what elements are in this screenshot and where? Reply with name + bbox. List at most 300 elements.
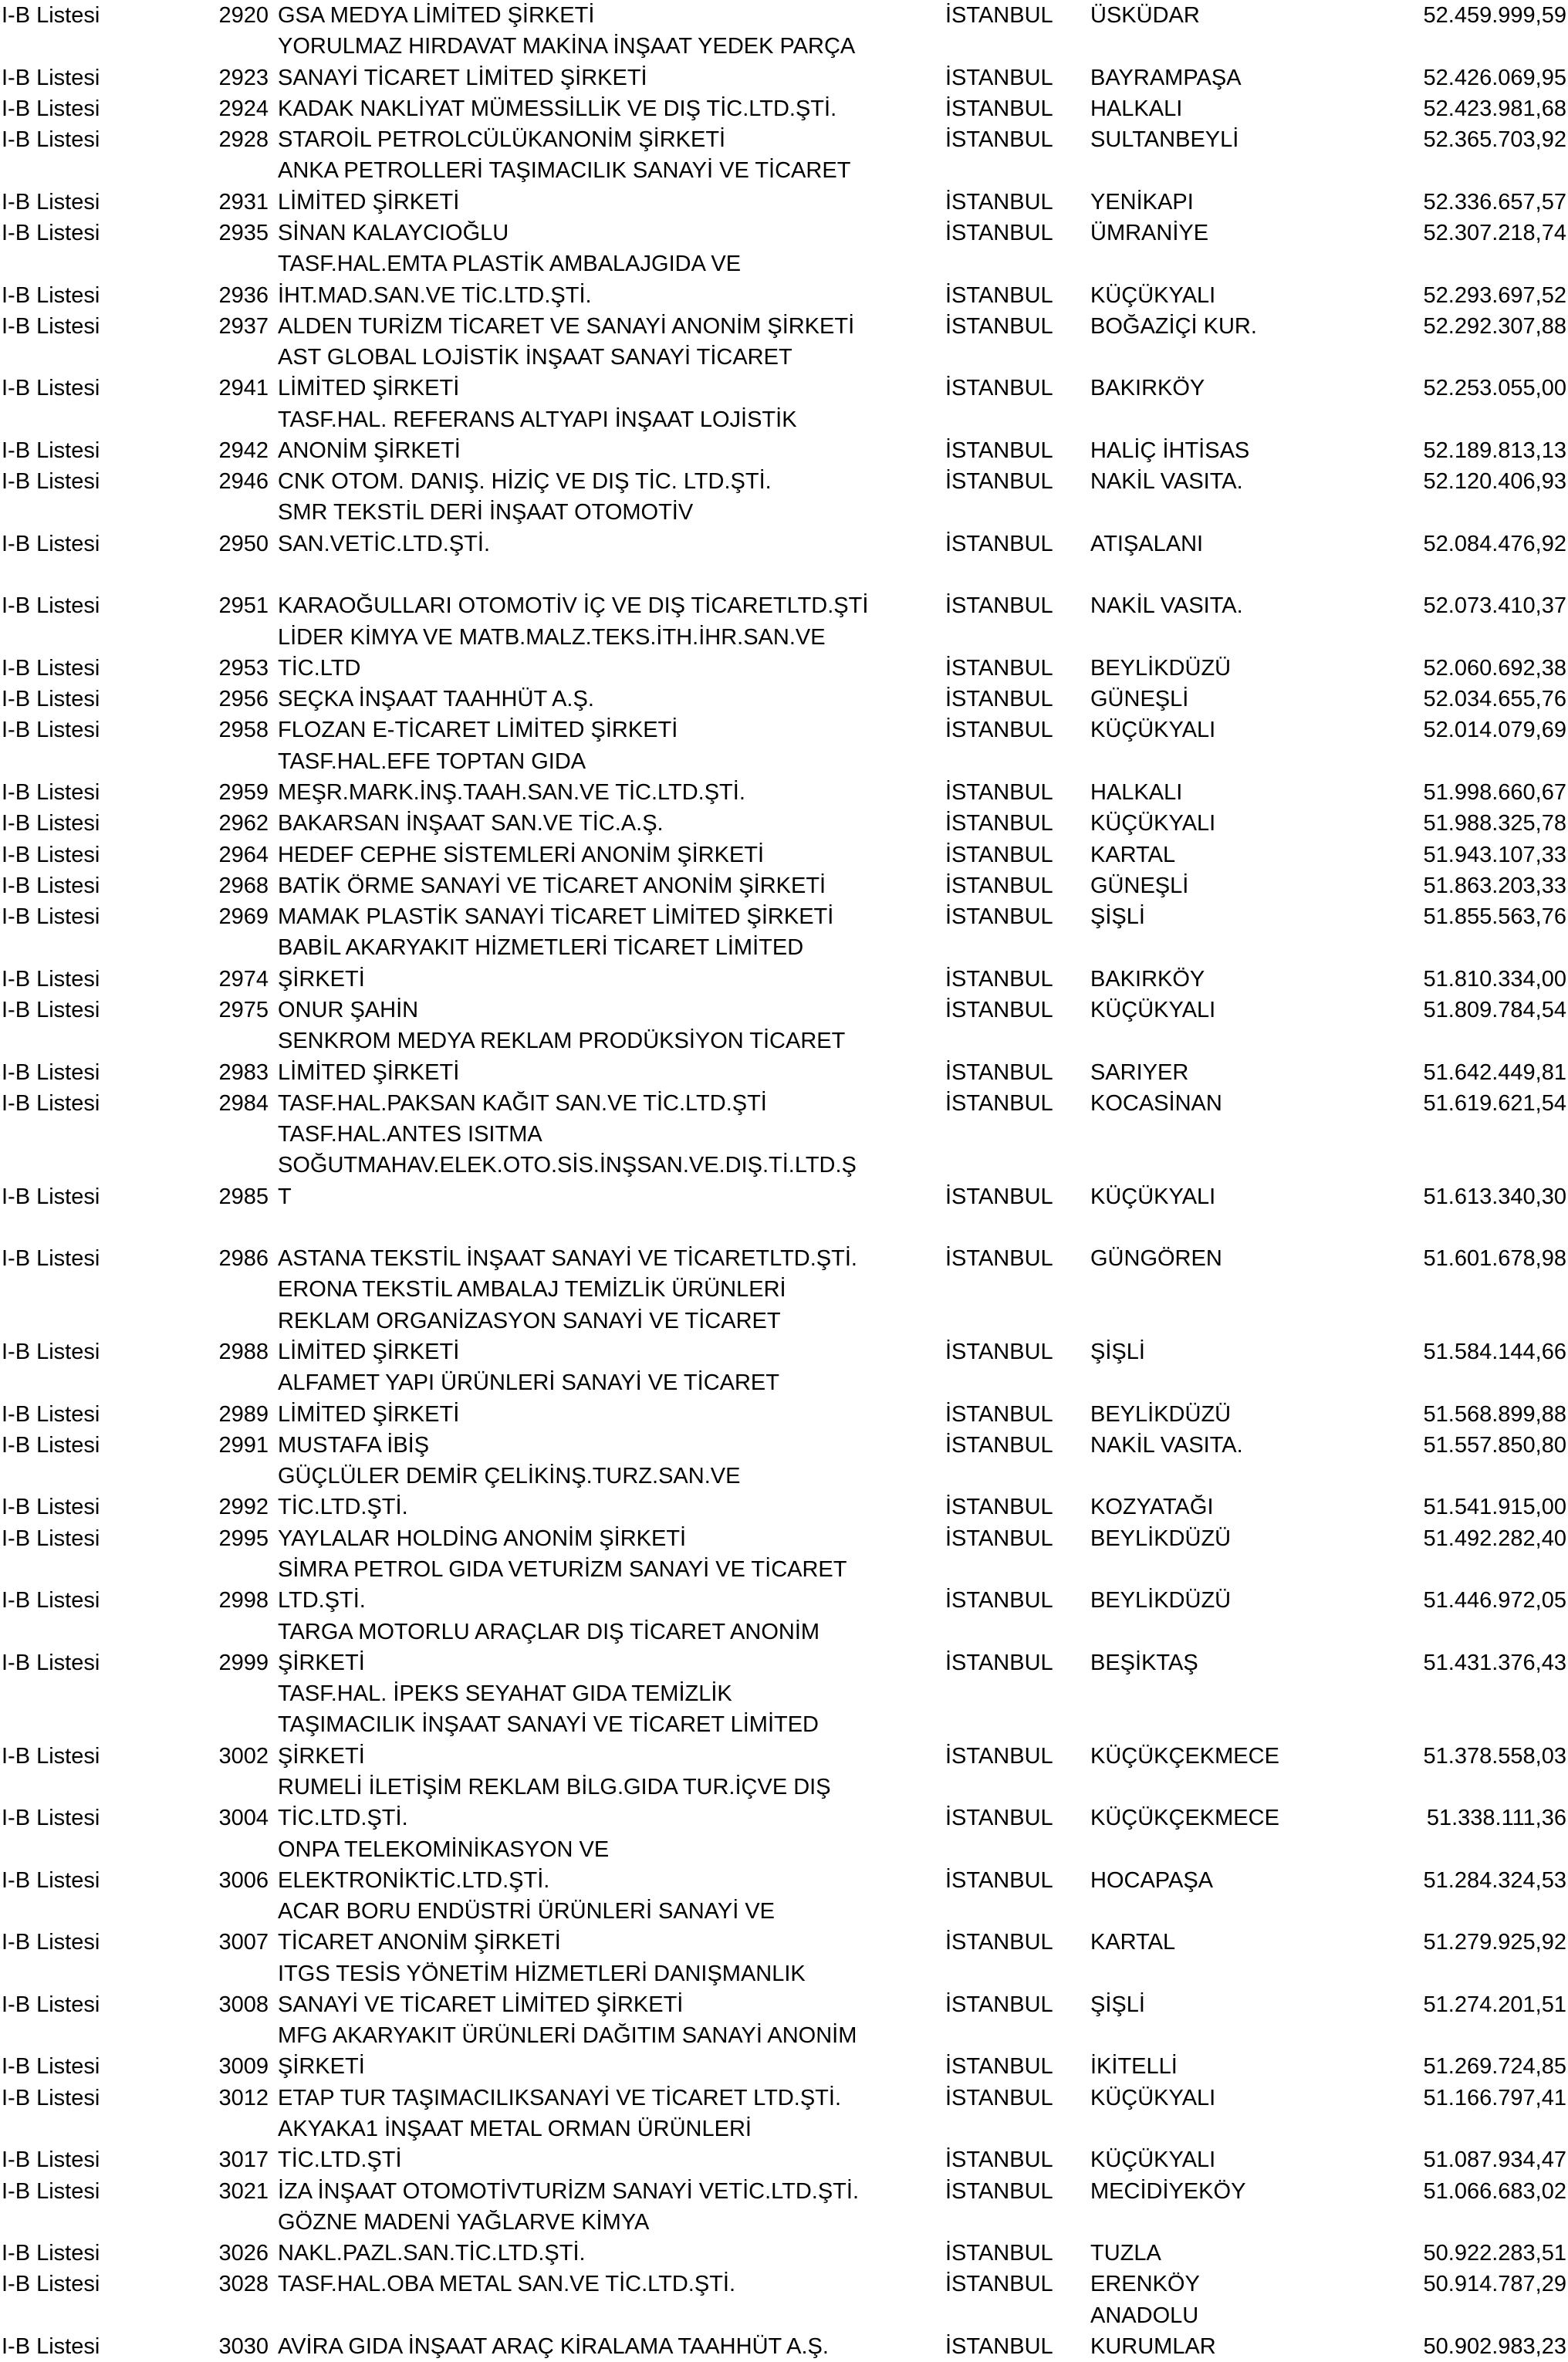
company-name-cell: REKLAM ORGANİZASYON SANAYİ VE TİCARET — [278, 1308, 781, 1333]
company-name-cell: YAYLALAR HOLDİNG ANONİM ŞİRKETİ — [278, 1526, 687, 1551]
list-name-cell: I-B Listesi — [2, 1246, 100, 1272]
record-number-cell: 2968 — [218, 873, 269, 898]
city-cell: İSTANBUL — [945, 531, 1053, 556]
city-cell: İSTANBUL — [945, 1246, 1053, 1272]
district-cell: KÜÇÜKYALI — [1090, 282, 1216, 308]
table-row-continuation — [0, 1274, 1568, 1305]
list-name-cell: I-B Listesi — [2, 2147, 100, 2173]
company-name-cell: ALFAMET YAPI ÜRÜNLERİ SANAYİ VE TİCARET — [278, 1370, 779, 1396]
table-row-continuation — [0, 1367, 1568, 1398]
table-row — [0, 870, 1568, 901]
district-cell: BAKIRKÖY — [1090, 376, 1205, 401]
company-name-cell: MEŞR.MARK.İNŞ.TAAH.SAN.VE TİC.LTD.ŞTİ. — [278, 780, 745, 805]
city-cell: İSTANBUL — [945, 313, 1053, 339]
company-name-cell: SOĞUTMAHAV.ELEK.OTO.SİS.İNŞSAN.VE.DIŞ.Tİ.LTD.Ş — [278, 1153, 857, 1178]
company-name-cell: TASF.HAL. İPEKS SEYAHAT GIDA TEMİZLİK — [278, 1681, 732, 1707]
city-cell: İSTANBUL — [945, 2178, 1053, 2204]
table-row — [0, 590, 1568, 621]
table-row — [0, 1088, 1568, 1119]
table-row — [0, 2331, 1568, 2362]
list-name-cell: I-B Listesi — [2, 282, 100, 308]
district-cell: KOCASİNAN — [1090, 1090, 1222, 1116]
company-name-cell: SANAYİ VE TİCARET LİMİTED ŞİRKETİ — [278, 1992, 684, 2017]
table-row-continuation — [0, 2020, 1568, 2051]
record-number-cell: 2935 — [218, 220, 269, 245]
table-row-continuation — [0, 1150, 1568, 1181]
amount-cell: 51.568.899,88 — [1423, 1401, 1566, 1427]
list-name-cell: I-B Listesi — [2, 997, 100, 1022]
table-row — [0, 218, 1568, 248]
city-cell: İSTANBUL — [945, 687, 1053, 712]
district-cell: HALKALI — [1090, 96, 1183, 121]
record-number-cell: 2992 — [218, 1495, 269, 1520]
company-name-cell: TİC.LTD.ŞTİ. — [278, 1495, 408, 1520]
company-name-cell: TASF.HAL. REFERANS ALTYAPI İNŞAAT LOJİSTİK — [278, 407, 797, 432]
company-name-cell: SAN.VETİC.LTD.ŞTİ. — [278, 531, 491, 556]
table-row — [0, 1803, 1568, 1833]
district-cell: BEŞİKTAŞ — [1090, 1650, 1198, 1675]
company-name-cell: FLOZAN E-TİCARET LİMİTED ŞİRKETİ — [278, 718, 678, 743]
company-name-cell: KARAOĞULLARI OTOMOTİV İÇ VE DIŞ TİCARETLTD.ŞTİ — [278, 593, 869, 619]
company-name-cell: BAKARSAN İNŞAAT SAN.VE TİC.A.Ş. — [278, 811, 664, 836]
amount-cell: 52.253.055,00 — [1423, 376, 1566, 401]
company-name-cell: ONUR ŞAHİN — [278, 997, 419, 1022]
table-row — [0, 1181, 1568, 1212]
record-number-cell: 2985 — [218, 1184, 269, 1209]
list-name-cell: I-B Listesi — [2, 1495, 100, 1520]
list-name-cell: I-B Listesi — [2, 2054, 100, 2080]
city-cell: İSTANBUL — [945, 1992, 1053, 2017]
city-cell: İSTANBUL — [945, 1090, 1053, 1116]
table-row-continuation — [0, 2207, 1568, 2238]
city-cell: İSTANBUL — [945, 655, 1053, 681]
district-cell: MECİDİYEKÖY — [1090, 2178, 1246, 2204]
list-name-cell: I-B Listesi — [2, 1867, 100, 1893]
city-cell: İSTANBUL — [945, 2147, 1053, 2173]
city-cell: İSTANBUL — [945, 1867, 1053, 1893]
record-number-cell: 3012 — [218, 2085, 269, 2110]
city-cell: İSTANBUL — [945, 3, 1053, 28]
district-cell: HALKALI — [1090, 780, 1183, 805]
city-cell: İSTANBUL — [945, 2054, 1053, 2080]
table-row — [0, 964, 1568, 995]
district-cell: GÜNEŞLİ — [1090, 687, 1189, 712]
company-name-cell: AVİRA GIDA İNŞAAT ARAÇ KİRALAMA TAAHHÜT A.Ş. — [278, 2334, 829, 2359]
table-row — [0, 1430, 1568, 1461]
company-name-cell: SİMRA PETROL GIDA VETURİZM SANAYİ VE TİCARET — [278, 1557, 847, 1582]
city-cell: İSTANBUL — [945, 96, 1053, 121]
record-number-cell: 2962 — [218, 811, 269, 836]
amount-cell: 51.557.850,80 — [1423, 1432, 1566, 1458]
district-cell: ÜSKÜDAR — [1090, 3, 1200, 28]
company-name-cell: RUMELİ İLETİŞİM REKLAM BİLG.GIDA TUR.İÇVE DIŞ — [278, 1774, 831, 1799]
company-name-cell: MAMAK PLASTİK SANAYİ TİCARET LİMİTED ŞİRKETİ — [278, 904, 834, 930]
company-name-cell: LİMİTED ŞİRKETİ — [278, 189, 460, 215]
amount-cell: 52.365.703,92 — [1423, 127, 1566, 153]
city-cell: İSTANBUL — [945, 1806, 1053, 1831]
city-cell: İSTANBUL — [945, 718, 1053, 743]
company-name-cell: LİDER KİMYA VE MATB.MALZ.TEKS.İTH.İHR.SAN.VE — [278, 624, 826, 650]
table-row-continuation — [0, 404, 1568, 435]
district-cell: BEYLİKDÜZÜ — [1090, 1588, 1232, 1614]
district-cell: GÜNGÖREN — [1090, 1246, 1222, 1272]
company-name-cell: SENKROM MEDYA REKLAM PRODÜKSİYON TİCARET — [278, 1029, 846, 1054]
district-cell: KOZYATAĞI — [1090, 1495, 1214, 1520]
table-row-continuation — [0, 1617, 1568, 1647]
city-cell: İSTANBUL — [945, 282, 1053, 308]
table-row-continuation — [0, 1678, 1568, 1709]
city-cell: İSTANBUL — [945, 1526, 1053, 1551]
company-name-cell: TİC.LTD.ŞTİ — [278, 2147, 402, 2173]
city-cell: İSTANBUL — [945, 593, 1053, 619]
company-name-cell: ANONİM ŞİRKETİ — [278, 438, 461, 463]
list-name-cell: I-B Listesi — [2, 842, 100, 867]
company-name-cell: CNK OTOM. DANIŞ. HİZİÇ VE DIŞ TİC. LTD.ŞTİ. — [278, 469, 772, 495]
table-row — [0, 684, 1568, 715]
record-number-cell: 2959 — [218, 780, 269, 805]
company-name-cell: SANAYİ TİCARET LİMİTED ŞİRKETİ — [278, 65, 647, 90]
company-name-cell: ETAP TUR TAŞIMACILIKSANAYİ VE TİCARET LTD.ŞTİ. — [278, 2085, 842, 2110]
city-cell: İSTANBUL — [945, 2334, 1053, 2359]
amount-cell: 51.601.678,98 — [1423, 1246, 1566, 1272]
district-cell: KÜÇÜKYALI — [1090, 1184, 1216, 1209]
company-name-cell: NAKL.PAZL.SAN.TİC.LTD.ŞTİ. — [278, 2241, 586, 2266]
table-row — [0, 1585, 1568, 1616]
company-name-cell: TİC.LTD — [278, 655, 361, 681]
table-row — [0, 1741, 1568, 1772]
amount-cell: 51.446.972,05 — [1423, 1588, 1566, 1614]
city-cell: İSTANBUL — [945, 1340, 1053, 1365]
city-cell: İSTANBUL — [945, 842, 1053, 867]
amount-cell: 52.336.657,57 — [1423, 189, 1566, 215]
record-number-cell: 2988 — [218, 1340, 269, 1365]
company-name-cell: ELEKTRONİKTİC.LTD.ŞTİ. — [278, 1867, 550, 1893]
table-row — [0, 2269, 1568, 2299]
city-cell: İSTANBUL — [945, 1059, 1053, 1085]
amount-cell: 52.189.813,13 — [1423, 438, 1566, 463]
table-row — [0, 2238, 1568, 2269]
company-name-cell: ŞİRKETİ — [278, 2054, 365, 2080]
table-row-continuation — [0, 248, 1568, 279]
amount-cell: 51.809.784,54 — [1423, 997, 1566, 1022]
amount-cell: 51.431.376,43 — [1423, 1650, 1566, 1675]
company-name-cell: LTD.ŞTİ. — [278, 1588, 366, 1614]
table-row — [0, 63, 1568, 93]
table-row — [0, 1399, 1568, 1430]
city-cell: İSTANBUL — [945, 2272, 1053, 2297]
company-name-cell: BABİL AKARYAKIT HİZMETLERİ TİCARET LİMİTED — [278, 935, 804, 961]
amount-cell: 52.307.218,74 — [1423, 220, 1566, 245]
district-cell: ATIŞALANI — [1090, 531, 1204, 556]
table-row-continuation — [0, 1896, 1568, 1927]
list-name-cell: I-B Listesi — [2, 811, 100, 836]
record-number-cell: 2991 — [218, 1432, 269, 1458]
district-cell: BEYLİKDÜZÜ — [1090, 655, 1232, 681]
list-name-cell: I-B Listesi — [2, 1930, 100, 1955]
table-row-continuation — [0, 559, 1568, 590]
district-cell: KÜÇÜKYALI — [1090, 2147, 1216, 2173]
record-number-cell: 2920 — [218, 3, 269, 28]
record-number-cell: 2937 — [218, 313, 269, 339]
list-name-cell: I-B Listesi — [2, 96, 100, 121]
city-cell: İSTANBUL — [945, 873, 1053, 898]
table-row — [0, 0, 1568, 31]
company-name-cell: TASF.HAL.PAKSAN KAĞIT SAN.VE TİC.LTD.ŞTİ — [278, 1090, 767, 1116]
record-number-cell: 2928 — [218, 127, 269, 153]
district-cell: BAYRAMPAŞA — [1090, 65, 1242, 90]
company-name-cell: LİMİTED ŞİRKETİ — [278, 1401, 460, 1427]
city-cell: İSTANBUL — [945, 438, 1053, 463]
district-cell: KURUMLAR — [1090, 2334, 1216, 2359]
table-row — [0, 2083, 1568, 2114]
table-row — [0, 777, 1568, 808]
record-number-cell: 2974 — [218, 966, 269, 992]
table-row-continuation — [0, 497, 1568, 528]
company-name-cell: TASF.HAL.EMTA PLASTİK AMBALAJGIDA VE — [278, 252, 742, 277]
table-row — [0, 280, 1568, 311]
amount-cell: 51.988.325,78 — [1423, 811, 1566, 836]
table-row — [0, 1989, 1568, 2020]
district-cell: ANADOLU — [1090, 2303, 1199, 2328]
district-cell: BAKIRKÖY — [1090, 966, 1205, 992]
record-number-cell: 3028 — [218, 2272, 269, 2297]
record-number-cell: 2946 — [218, 469, 269, 495]
amount-cell: 51.284.324,53 — [1423, 1867, 1566, 1893]
district-cell: KARTAL — [1090, 842, 1176, 867]
list-name-cell: I-B Listesi — [2, 2085, 100, 2110]
company-name-cell: LİMİTED ŞİRKETİ — [278, 1059, 460, 1085]
amount-cell: 51.087.934,47 — [1423, 2147, 1566, 2173]
district-cell: HALİÇ İHTİSAS — [1090, 438, 1250, 463]
record-number-cell: 3026 — [218, 2241, 269, 2266]
city-cell: İSTANBUL — [945, 2241, 1053, 2266]
list-name-cell: I-B Listesi — [2, 1526, 100, 1551]
city-cell: İSTANBUL — [945, 1432, 1053, 1458]
amount-cell: 51.378.558,03 — [1423, 1743, 1566, 1769]
city-cell: İSTANBUL — [945, 780, 1053, 805]
company-name-cell: ŞİRKETİ — [278, 966, 365, 992]
table-row — [0, 187, 1568, 218]
city-cell: İSTANBUL — [945, 811, 1053, 836]
district-cell: KÜÇÜKYALI — [1090, 2085, 1216, 2110]
district-cell: KÜÇÜKYALI — [1090, 997, 1216, 1022]
amount-cell: 51.541.915,00 — [1423, 1495, 1566, 1520]
company-name-cell: GÖZNE MADENİ YAĞLARVE KİMYA — [278, 2209, 650, 2235]
city-cell: İSTANBUL — [945, 1650, 1053, 1675]
list-name-cell: I-B Listesi — [2, 1340, 100, 1365]
city-cell: İSTANBUL — [945, 1495, 1053, 1520]
amount-cell: 50.922.283,51 — [1423, 2241, 1566, 2266]
table-row — [0, 2051, 1568, 2082]
table-row — [0, 311, 1568, 342]
city-cell: İSTANBUL — [945, 1930, 1053, 1955]
record-number-cell: 2969 — [218, 904, 269, 930]
table-row-continuation — [0, 342, 1568, 373]
record-number-cell: 2986 — [218, 1246, 269, 1272]
table-row-continuation — [0, 746, 1568, 777]
table-row — [0, 1647, 1568, 1678]
table-row — [0, 2144, 1568, 2175]
company-name-cell: SİNAN KALAYCIOĞLU — [278, 220, 509, 245]
table-row-continuation — [0, 2114, 1568, 2144]
amount-cell: 50.902.983,23 — [1423, 2334, 1566, 2359]
table-row — [0, 808, 1568, 839]
list-name-cell: I-B Listesi — [2, 1059, 100, 1085]
company-name-cell: YORULMAZ HIRDAVAT MAKİNA İNŞAAT YEDEK PARÇA — [278, 34, 856, 59]
table-row — [0, 124, 1568, 155]
record-number-cell: 2942 — [218, 438, 269, 463]
table-row — [0, 1492, 1568, 1522]
district-cell: HOCAPAŞA — [1090, 1867, 1214, 1893]
table-row-continuation — [0, 2300, 1568, 2331]
table-row-continuation — [0, 622, 1568, 653]
table-row — [0, 529, 1568, 559]
list-name-cell: I-B Listesi — [2, 2241, 100, 2266]
amount-cell: 51.642.449,81 — [1423, 1059, 1566, 1085]
record-number-cell: 2923 — [218, 65, 269, 90]
list-name-cell: I-B Listesi — [2, 3, 100, 28]
company-name-cell: HEDEF CEPHE SİSTEMLERİ ANONİM ŞİRKETİ — [278, 842, 765, 867]
amount-cell: 52.014.079,69 — [1423, 718, 1566, 743]
record-number-cell: 2936 — [218, 282, 269, 308]
record-number-cell: 2931 — [218, 189, 269, 215]
city-cell: İSTANBUL — [945, 1401, 1053, 1427]
district-cell: BEYLİKDÜZÜ — [1090, 1526, 1232, 1551]
city-cell: İSTANBUL — [945, 1588, 1053, 1614]
company-name-cell: KADAK NAKLİYAT MÜMESSİLLİK VE DIŞ TİC.LTD.ŞTİ. — [278, 96, 837, 121]
list-name-cell: I-B Listesi — [2, 780, 100, 805]
district-cell: KÜÇÜKÇEKMECE — [1090, 1743, 1279, 1769]
list-name-cell: I-B Listesi — [2, 531, 100, 556]
district-cell: GÜNEŞLİ — [1090, 873, 1189, 898]
district-cell: BEYLİKDÜZÜ — [1090, 1401, 1232, 1427]
table-row-continuation — [0, 1958, 1568, 1989]
amount-cell: 51.943.107,33 — [1423, 842, 1566, 867]
district-cell: SARIYER — [1090, 1059, 1189, 1085]
city-cell: İSTANBUL — [945, 1743, 1053, 1769]
city-cell: İSTANBUL — [945, 376, 1053, 401]
company-name-cell: ALDEN TURİZM TİCARET VE SANAYİ ANONİM ŞİRKETİ — [278, 313, 855, 339]
company-name-cell: TASF.HAL.EFE TOPTAN GIDA — [278, 748, 586, 774]
company-name-cell: LİMİTED ŞİRKETİ — [278, 376, 460, 401]
city-cell: İSTANBUL — [945, 469, 1053, 495]
record-number-cell: 3004 — [218, 1806, 269, 1831]
table-row-continuation — [0, 1554, 1568, 1585]
list-name-cell: I-B Listesi — [2, 469, 100, 495]
list-name-cell: I-B Listesi — [2, 127, 100, 153]
amount-cell: 51.998.660,67 — [1423, 780, 1566, 805]
table-row-continuation — [0, 1461, 1568, 1492]
district-cell: ERENKÖY — [1090, 2272, 1200, 2297]
city-cell: İSTANBUL — [945, 1184, 1053, 1209]
company-name-cell: ANKA PETROLLERİ TAŞIMACILIK SANAYİ VE TİCARET — [278, 158, 851, 184]
company-name-cell: TASF.HAL.ANTES ISITMA — [278, 1122, 542, 1147]
amount-cell: 51.863.203,33 — [1423, 873, 1566, 898]
city-cell: İSTANBUL — [945, 904, 1053, 930]
list-name-cell: I-B Listesi — [2, 1432, 100, 1458]
amount-cell: 51.613.340,30 — [1423, 1184, 1566, 1209]
table-row-continuation — [0, 1772, 1568, 1803]
city-cell: İSTANBUL — [945, 65, 1053, 90]
list-name-cell: I-B Listesi — [2, 2334, 100, 2359]
district-cell: YENİKAPI — [1090, 189, 1194, 215]
district-cell: NAKİL VASITA. — [1090, 593, 1243, 619]
table-row-continuation — [0, 932, 1568, 963]
amount-cell: 51.066.683,02 — [1423, 2178, 1566, 2204]
company-name-cell: MUSTAFA İBİŞ — [278, 1432, 430, 1458]
table-row — [0, 1243, 1568, 1274]
record-number-cell: 2956 — [218, 687, 269, 712]
record-number-cell: 2964 — [218, 842, 269, 867]
company-name-cell: AST GLOBAL LOJİSTİK İNŞAAT SANAYİ TİCARET — [278, 345, 792, 370]
district-cell: KARTAL — [1090, 1930, 1176, 1955]
record-number-cell: 2975 — [218, 997, 269, 1022]
table-row-continuation — [0, 155, 1568, 186]
district-cell: TUZLA — [1090, 2241, 1161, 2266]
company-name-cell: İHT.MAD.SAN.VE TİC.LTD.ŞTİ. — [278, 282, 592, 308]
record-number-cell: 2995 — [218, 1526, 269, 1551]
district-cell: SULTANBEYLİ — [1090, 127, 1239, 153]
company-name-cell: STAROİL PETROLCÜLÜKANONİM ŞİRKETİ — [278, 127, 726, 153]
table-row — [0, 1057, 1568, 1088]
table-row-continuation — [0, 31, 1568, 62]
table-row — [0, 2176, 1568, 2207]
table-row — [0, 93, 1568, 124]
list-name-cell: I-B Listesi — [2, 189, 100, 215]
table-row-continuation — [0, 1709, 1568, 1740]
list-name-cell: I-B Listesi — [2, 1184, 100, 1209]
record-number-cell: 3030 — [218, 2334, 269, 2359]
record-number-cell: 2999 — [218, 1650, 269, 1675]
record-number-cell: 2950 — [218, 531, 269, 556]
company-name-cell: ASTANA TEKSTİL İNŞAAT SANAYİ VE TİCARETLTD.ŞTİ. — [278, 1246, 857, 1272]
record-number-cell: 3006 — [218, 1867, 269, 1893]
amount-cell: 51.166.797,41 — [1423, 2085, 1566, 2110]
table-row-continuation — [0, 1026, 1568, 1056]
company-name-cell: ŞİRKETİ — [278, 1650, 365, 1675]
list-name-cell: I-B Listesi — [2, 904, 100, 930]
district-cell: İKİTELLİ — [1090, 2054, 1178, 2080]
record-number-cell: 3009 — [218, 2054, 269, 2080]
district-cell: NAKİL VASITA. — [1090, 1432, 1243, 1458]
table-row — [0, 901, 1568, 932]
list-name-cell: I-B Listesi — [2, 718, 100, 743]
amount-cell: 51.269.724,85 — [1423, 2054, 1566, 2080]
company-name-cell: TASF.HAL.OBA METAL SAN.VE TİC.LTD.ŞTİ. — [278, 2272, 736, 2297]
list-name-cell: I-B Listesi — [2, 1992, 100, 2017]
list-name-cell: I-B Listesi — [2, 1588, 100, 1614]
company-name-cell: SEÇKA İNŞAAT TAAHHÜT A.Ş. — [278, 687, 594, 712]
record-number-cell: 2984 — [218, 1090, 269, 1116]
list-name-cell: I-B Listesi — [2, 687, 100, 712]
amount-cell: 51.584.144,66 — [1423, 1340, 1566, 1365]
table-row — [0, 653, 1568, 684]
record-number-cell: 2998 — [218, 1588, 269, 1614]
amount-cell: 50.914.787,29 — [1423, 2272, 1566, 2297]
company-name-cell: TİC.LTD.ŞTİ. — [278, 1806, 408, 1831]
table-row — [0, 715, 1568, 745]
amount-cell: 52.073.410,37 — [1423, 593, 1566, 619]
amount-cell: 51.855.563,76 — [1423, 904, 1566, 930]
amount-cell: 51.492.282,40 — [1423, 1526, 1566, 1551]
amount-cell: 52.459.999,59 — [1423, 3, 1566, 28]
record-number-cell: 3021 — [218, 2178, 269, 2204]
company-name-cell: ŞİRKETİ — [278, 1743, 365, 1769]
list-name-cell: I-B Listesi — [2, 1090, 100, 1116]
table-row — [0, 840, 1568, 870]
record-number-cell: 2958 — [218, 718, 269, 743]
list-name-cell: I-B Listesi — [2, 376, 100, 401]
